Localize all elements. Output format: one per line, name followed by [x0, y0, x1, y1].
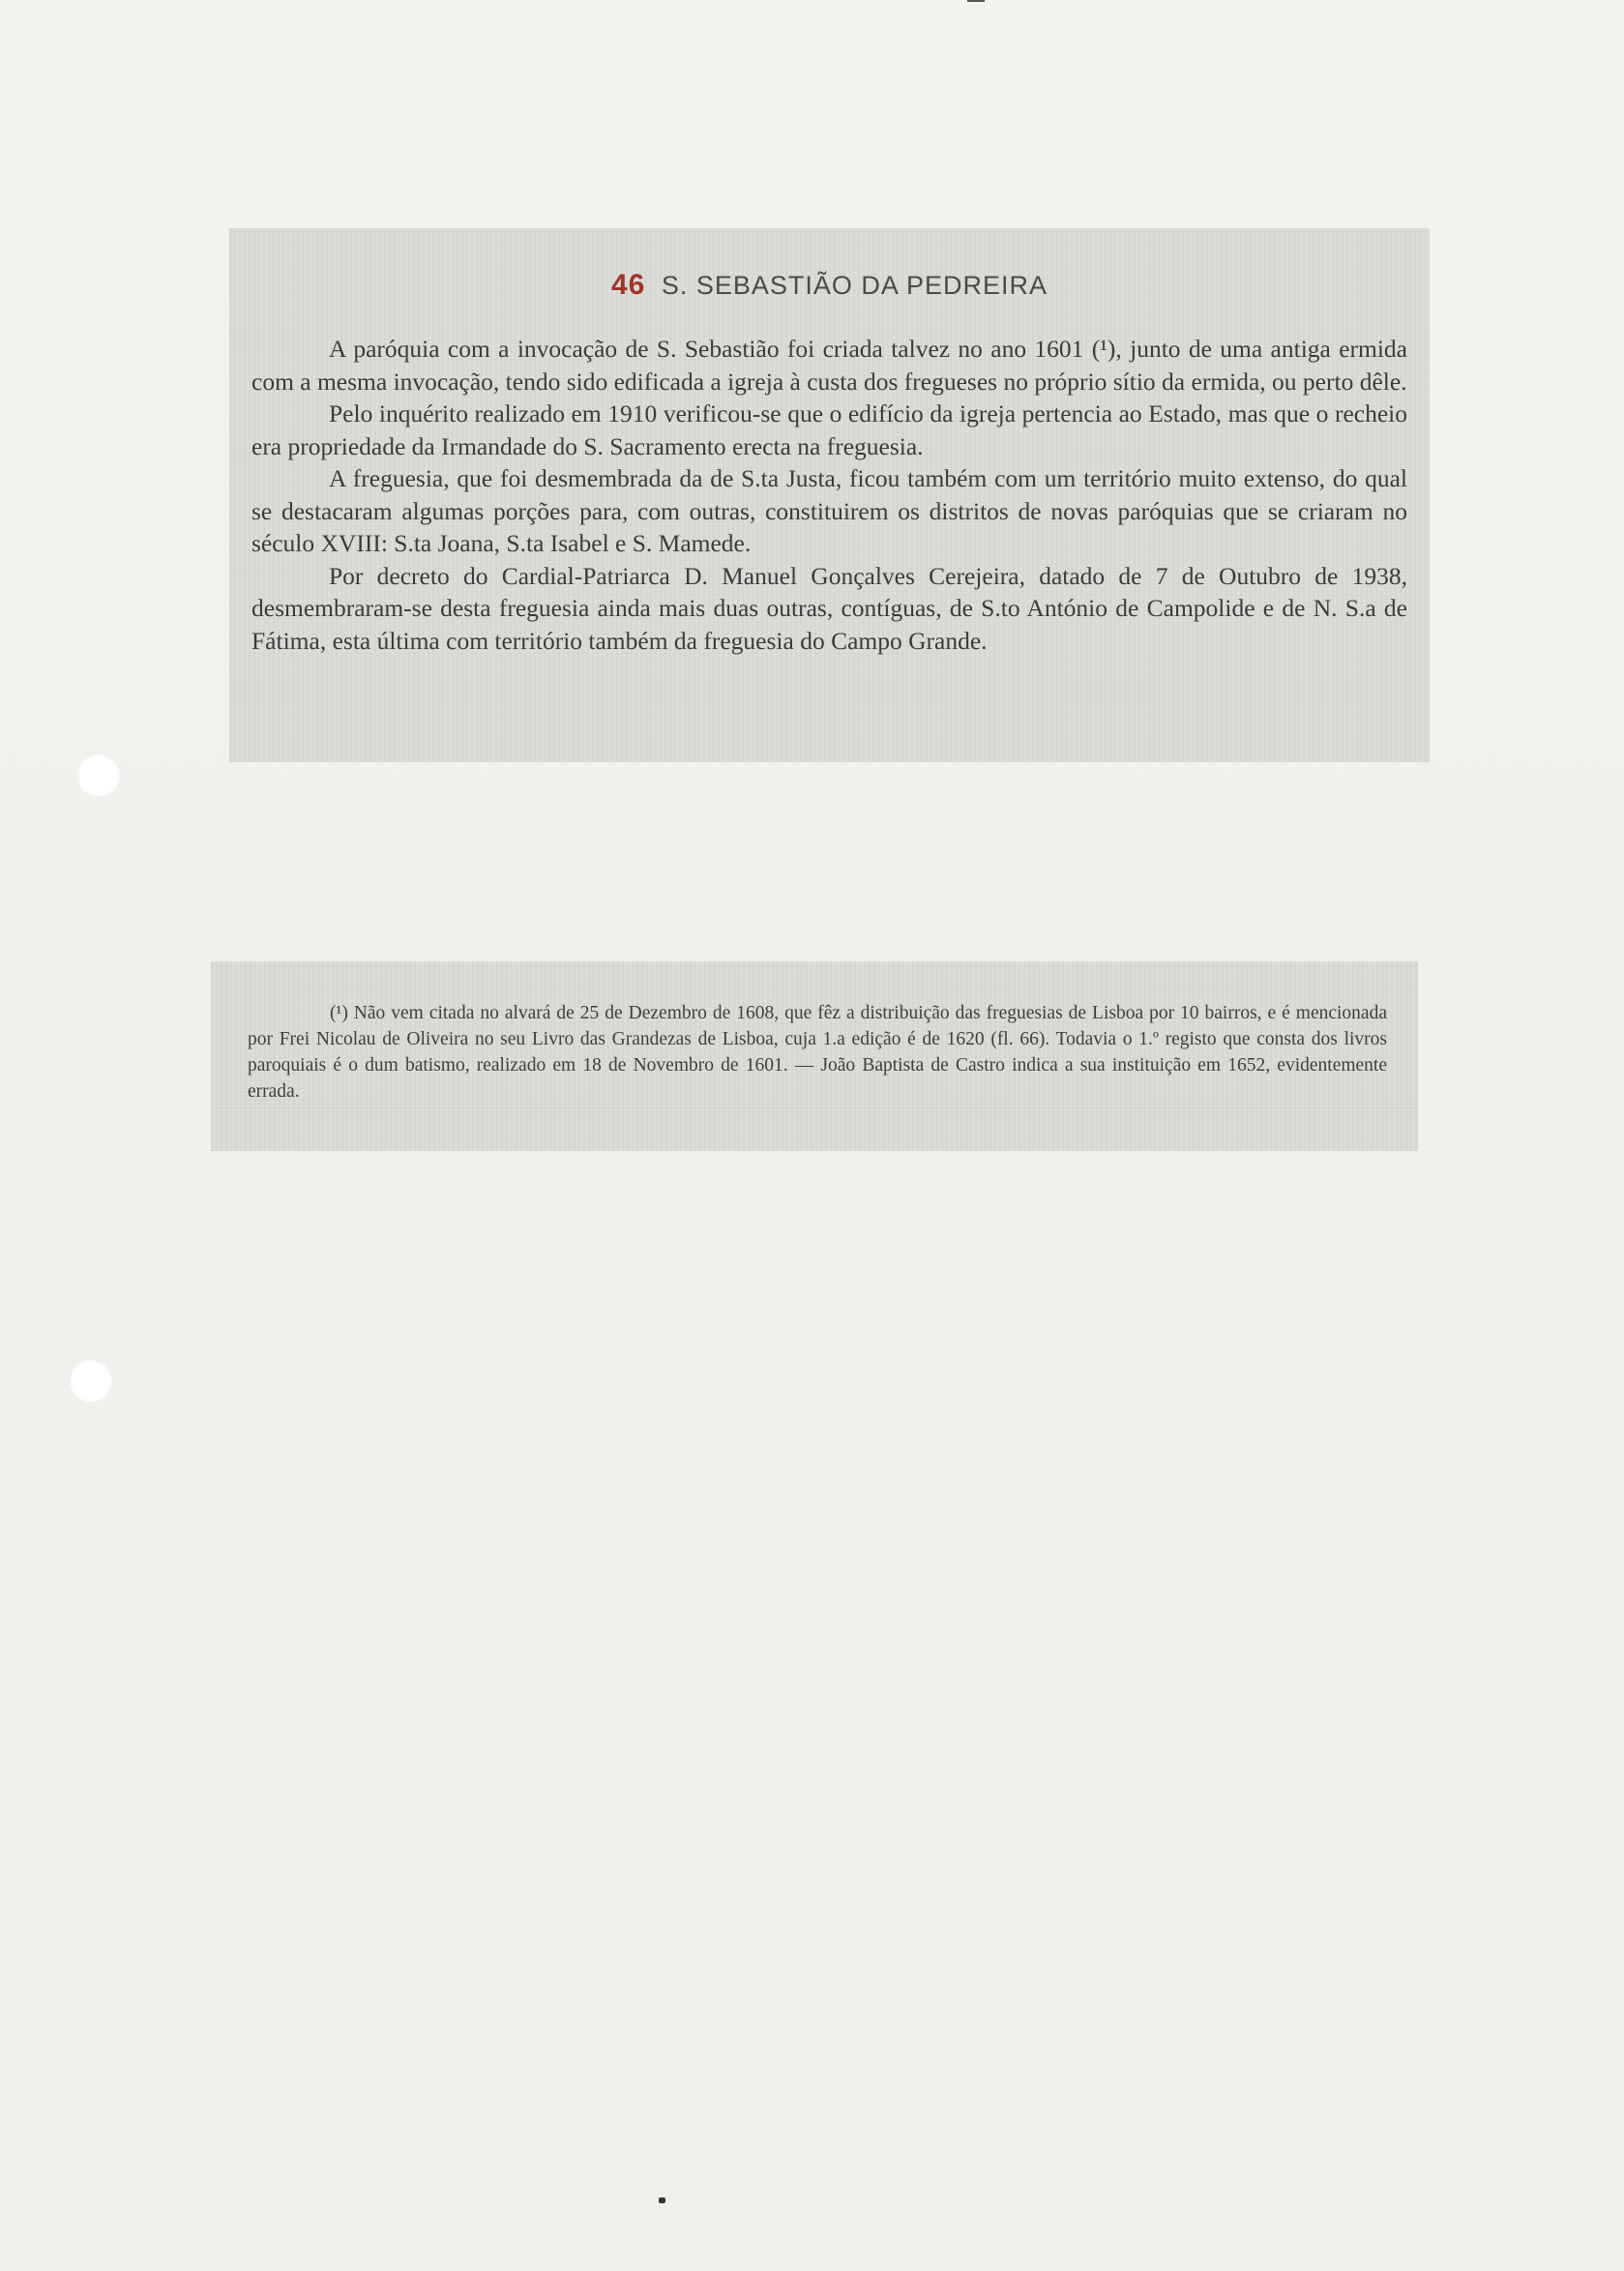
paragraph-4: Por decreto do Cardial-Patriarca D. Manuel Gonçalves Cerejeira, datado de 7 de Outubro de 1938, desmembraram-se desta freguesia ainda mais duas outras, contíguas, de S.to António de Campolide e de N. S.a de Fátima, esta última com território também da freguesia do Campo Grande.	[251, 561, 1407, 655]
article-body	[251, 333, 1407, 657]
footnote-text: (¹) Não vem citada no alvará de 25 de Dezembro de 1608, que fêz a distribuição das freguesias de Lisboa por 10 bairros, e é mencionada por Frei Nicolau de Oliveira no seu Livro das Grandezas de Lisboa, cuja 1.a edição é de 1620 (fl. 66). Todavia o 1.º registo que consta dos livros paroquiais é o dum batismo, realizado em 18 de Novembro de 1601. — João Baptista de Castro indica a sua instituição em 1652, evidentemente errada.	[248, 1003, 1387, 1102]
paragraph-1: A paróquia com a invocação de S. Sebastião foi criada talvez no ano 1601 (¹), junto de uma antiga ermida com a mesma invocação, tendo sido edificada a igreja à custa dos fregueses no próprio sítio da ermida, ou perto dêle.	[251, 335, 1407, 396]
page-edge-mark	[967, 0, 985, 2]
article-title: S. SEBASTIÃO DA PEDREIRA	[661, 271, 1048, 300]
page-number: 46	[610, 269, 646, 301]
paragraph-2: Pelo inquérito realizado em 1910 verificou-se que o edifício da igreja pertencia ao Estado, mas que o recheio era propriedade da Irmandade do S. Sacramento erecta na freguesia.	[251, 399, 1407, 460]
footnote-clipping	[211, 961, 1418, 1151]
ink-dot	[659, 2197, 665, 2203]
main-text-clipping	[229, 228, 1430, 762]
paragraph-3: A freguesia, que foi desmembrada da de S.ta Justa, ficou também com um território muito extenso, do qual se destacaram algumas porções para, com outras, constituirem os distritos de novas paróquias que se criaram no século XVIII: S.ta Joana, S.ta Isabel e S. Mamede.	[251, 464, 1407, 557]
article-heading	[229, 269, 1430, 302]
punch-hole-upper	[77, 754, 120, 797]
footnote	[248, 1000, 1387, 1105]
punch-hole-lower	[70, 1360, 112, 1402]
